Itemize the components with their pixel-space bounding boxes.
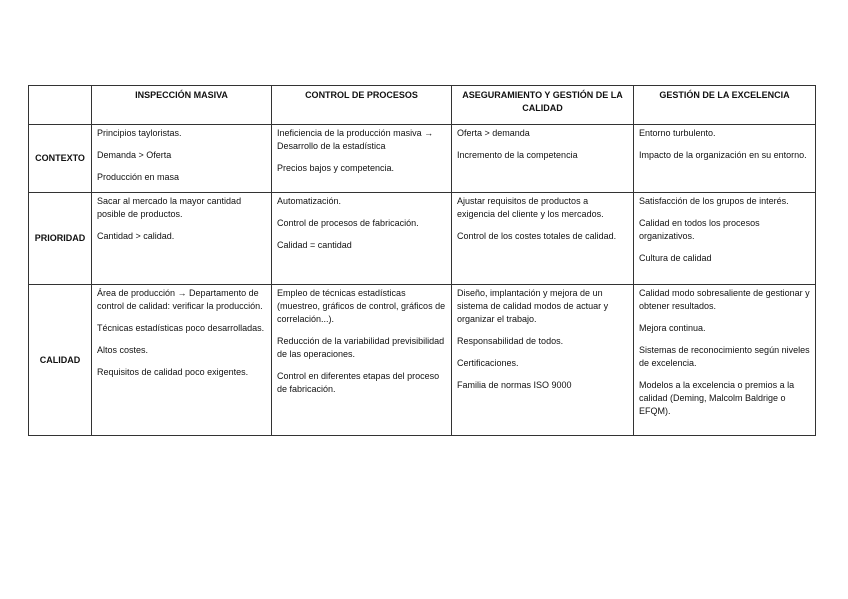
cell-item: Incremento de la competencia xyxy=(457,150,578,160)
cell-item: Control en diferentes etapas del proceso de fabricación. xyxy=(277,371,440,394)
row-label-contexto: CONTEXTO xyxy=(29,125,92,193)
header-control-de-procesos: CONTROL DE PROCESOS xyxy=(272,86,452,125)
cell-item: Área de producción → Departamento de control de calidad: verificar la producción. xyxy=(97,288,263,311)
table-cell xyxy=(634,285,816,436)
cell-item: Familia de normas ISO 9000 xyxy=(457,380,572,390)
cell-item: Precios bajos y competencia. xyxy=(277,163,395,173)
table-row-contexto xyxy=(29,125,816,193)
cell-item: Requisitos de calidad poco exigentes. xyxy=(97,367,249,377)
table-cell xyxy=(634,125,816,193)
cell-item: Automatización. xyxy=(277,196,342,206)
table-cell xyxy=(452,125,634,193)
table-row-calidad xyxy=(29,285,816,436)
cell-item: Impacto de la organización en su entorno. xyxy=(639,150,807,160)
corner-cell xyxy=(29,86,92,125)
cell-item: Mejora continua. xyxy=(639,323,706,333)
cell-item: Modelos a la excelencia o premios a la calidad (Deming, Malcolm Baldrige o EFQM). xyxy=(639,380,795,416)
cell-item: Sacar al mercado la mayor cantidad posible de productos. xyxy=(97,196,242,219)
cell-item: Diseño, implantación y mejora de un sistema de calidad modos de actuar y organizar el trabajo. xyxy=(457,288,609,324)
cell-item: Empleo de técnicas estadísticas (muestreo, gráficos de control, gráficos de correlación...). xyxy=(277,288,446,324)
table-cell xyxy=(452,285,634,436)
cell-item: Altos costes. xyxy=(97,345,149,355)
cell-item: Técnicas estadísticas poco desarrolladas. xyxy=(97,323,265,333)
header-inspeccion-masiva: INSPECCIÓN MASIVA xyxy=(92,86,272,125)
cell-item: Ineficiencia de la producción masiva → Desarrollo de la estadística xyxy=(277,128,434,151)
cell-item: Calidad = cantidad xyxy=(277,240,352,250)
row-label-prioridad: PRIORIDAD xyxy=(29,193,92,285)
table-cell xyxy=(272,193,452,285)
cell-item: Sistemas de reconocimiento según niveles de excelencia. xyxy=(639,345,810,368)
cell-item: Reducción de la variabilidad previsibilidad de las operaciones. xyxy=(277,336,445,359)
cell-item: Satisfacción de los grupos de interés. xyxy=(639,196,789,206)
cell-item: Demanda > Oferta xyxy=(97,150,172,160)
header-gestion-excelencia: GESTIÓN DE LA EXCELENCIA xyxy=(634,86,816,125)
cell-item: Calidad en todos los procesos organizativos. xyxy=(639,218,760,241)
header-aseguramiento: ASEGURAMIENTO Y GESTIÓN DE LA CALIDAD xyxy=(452,86,634,125)
quality-evolution-table xyxy=(28,85,816,436)
cell-item: Oferta > demanda xyxy=(457,128,530,138)
table-cell xyxy=(452,193,634,285)
row-label-calidad: CALIDAD xyxy=(29,285,92,436)
cell-item: Cantidad > calidad. xyxy=(97,231,175,241)
cell-item: Cultura de calidad xyxy=(639,253,712,263)
cell-item: Principios tayloristas. xyxy=(97,128,182,138)
table-cell xyxy=(272,125,452,193)
cell-item: Producción en masa xyxy=(97,172,180,182)
cell-item: Entorno turbulento. xyxy=(639,128,716,138)
cell-item: Ajustar requisitos de productos a exigencia del cliente y los mercados. xyxy=(457,196,604,219)
cell-item: Certificaciones. xyxy=(457,358,519,368)
cell-item: Calidad modo sobresaliente de gestionar y obtener resultados. xyxy=(639,288,810,311)
table-row-prioridad xyxy=(29,193,816,285)
table-cell xyxy=(634,193,816,285)
cell-item: Control de procesos de fabricación. xyxy=(277,218,419,228)
table-cell xyxy=(272,285,452,436)
header-row xyxy=(29,86,816,125)
cell-item: Responsabilidad de todos. xyxy=(457,336,564,346)
table-cell xyxy=(92,125,272,193)
cell-item: Control de los costes totales de calidad. xyxy=(457,231,617,241)
table-cell xyxy=(92,193,272,285)
table-cell xyxy=(92,285,272,436)
